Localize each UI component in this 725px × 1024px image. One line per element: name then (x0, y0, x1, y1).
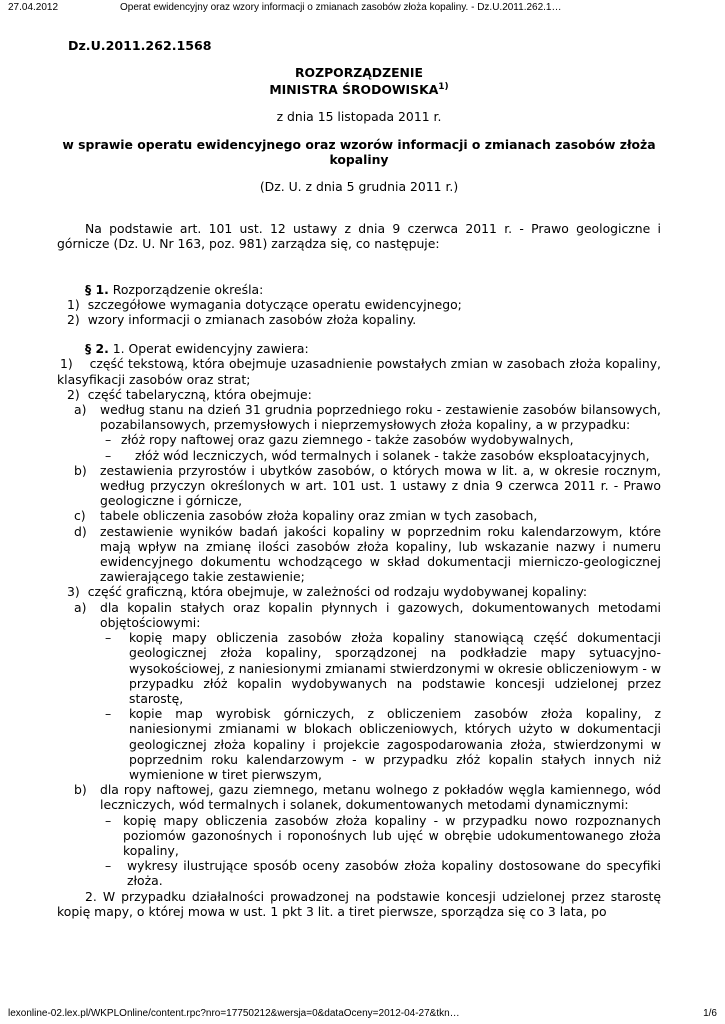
letter-text: zestawienie wyników badań jakości kopaliny w poprzednim roku kalendarzowym, które mają wpływ na zmianę ilości zasobów złoża kopaliny, lub wskazanie nazwy i numeru ewidencyjnego dokumentu wchodzącego w skład dokumentacji mierniczo-geologicznej zawierającego takie zestawienie; (100, 523, 661, 585)
item-text: wzory informacji o zmianach zasobów złoża kopaliny. (87, 312, 417, 328)
dash-item (57, 858, 661, 888)
letter-marker: d) (74, 523, 87, 539)
point-2 (57, 387, 661, 402)
dash-item (57, 432, 661, 447)
dash-text: złóż ropy naftowej oraz gazu ziemnego - także zasobów wydobywalnych, (121, 432, 574, 448)
point-marker: 2) (67, 386, 80, 402)
point-text: część tekstową, która obejmuje uzasadnienie powstałych zmian w zasobach złoża kopaliny, klasyfikacji zasobów oraz strat; (57, 356, 661, 387)
letter-a (57, 600, 661, 630)
document-body (57, 38, 661, 919)
letter-text: dla ropy naftowej, gazu ziemnego, metanu wolnego z pokładów węgla kamiennego, wód leczniczych, wód termalnych i solanek, dokumentowanych metodami dynamicznymi: (100, 782, 661, 813)
document-id: Dz.U.2011.262.1568 (68, 38, 212, 53)
dash-marker: – (105, 858, 112, 874)
point-text: część graficzną, która obejmuje, w zależności od rodzaju wydobywanej kopaliny: (87, 584, 588, 600)
dash-text: wykresy ilustrujące sposób oceny zasobów złoża kopaliny dostosowane do specyfiki złoża. (127, 858, 661, 889)
dash-item (57, 448, 661, 463)
dash-text: kopie map wyrobisk górniczych, z obliczeniem zasobów złoża kopaliny, z naniesionymi zmianami w blokach obliczeniowych, których użyto w dokumentacji geologicznej złoża kopaliny i projekcie zagospodarowania złoża, stwierdzonymi w poprzednim roku kalendarzowym - w przypadku złóż kopalin stałych innych niż wymienione w tiret pierwszym, (129, 706, 661, 782)
dash-text: złóż wód leczniczych, wód termalnych i solanek - także zasobów eksploatacyjnych, (135, 447, 650, 463)
letter-marker: a) (74, 599, 87, 615)
print-date: 27.04.2012 (8, 2, 59, 13)
item-marker: 1) (67, 296, 80, 312)
print-url: lexonline-02.lex.pl/WKPLOnline/content.rpc?nro=17750212&wersja=0&dataOceny=2012-04-27&tkn… (8, 1008, 460, 1019)
section-2-text: 1. Operat ewidencyjny zawiera: (112, 341, 309, 357)
letter-text: zestawienia przyrostów i ubytków zasobów, o których mowa w lit. a, w okresie rocznym, według przyczyn określonych w art. 101 ust. 1 ustawy z dnia 9 czerwca 2011 r. - Prawo geologiczne i górnicze, (100, 462, 661, 509)
dash-marker: – (105, 706, 112, 722)
dash-item (57, 630, 661, 706)
dash-item (57, 813, 661, 859)
section-1-text: Rozporządzenie określa: (112, 281, 264, 297)
letter-marker: b) (74, 782, 87, 798)
dash-text: kopię mapy obliczenia zasobów złoża kopaliny - w przypadku nowo rozpoznanych poziomów gazonośnych i roponośnych lub ujęć w obrębie udokumentowanego złoża kopaliny, (123, 812, 661, 858)
list-item (57, 312, 661, 327)
point-text: część tabelaryczną, która obejmuje: (87, 386, 312, 402)
dash-marker: – (105, 630, 112, 646)
letter-marker: b) (74, 462, 87, 478)
letter-d (57, 524, 661, 585)
point-marker: 1) (60, 356, 73, 372)
browser-print-header (8, 2, 717, 16)
footnote-mark[interactable]: 1) (438, 82, 449, 93)
act-authority (57, 82, 661, 97)
item-text: szczegółowe wymagania dotyczące operatu ewidencyjnego; (87, 296, 462, 312)
dash-marker: – (105, 812, 112, 828)
act-type: ROZPORZĄDZENIE (295, 65, 423, 80)
item-marker: 2) (67, 312, 80, 328)
dash-marker: – (105, 447, 112, 463)
section-2-label: § 2. (85, 341, 109, 357)
dash-text: kopię mapy obliczenia zasobów złoża kopaliny stanowiącą część dokumentacji geologicznej złoża kopaliny, sporządzonej na podkładzie mapy sytuacyjno-wysokościowej, z naniesionymi zmianami stwierdzonymi w okresie obliczeniowym - w przypadku złóż kopalin wydobywanych na podstawie koncesji udzielonej przez starostę, (129, 630, 661, 706)
act-publication: (Dz. U. z dnia 5 grudnia 2011 r.) (259, 179, 459, 195)
point-1 (57, 356, 661, 386)
letter-text: dla kopalin stałych oraz kopalin płynnych i gazowych, dokumentowanych metodami objętościowymi: (100, 599, 661, 630)
paragraph-2: 2. W przypadku działalności prowadzonej na podstawie koncesji udzielonej przez starostę kopię mapy, o której mowa w ust. 1 pkt 3 lit. a tiret pierwsze, sporządza się co 3 lata, po (57, 888, 661, 919)
print-page-title: Operat ewidencyjny oraz wzory informacji o zmianach zasobów złoża kopaliny. - Dz.U.2011.262.1… (120, 2, 562, 13)
section-2-heading (57, 341, 661, 356)
letter-marker: a) (74, 402, 87, 418)
letter-marker: c) (74, 508, 86, 524)
authority-name: MINISTRA ŚRODOWISKA (269, 82, 439, 98)
letter-a (57, 402, 661, 432)
list-item (57, 297, 661, 312)
letter-text: tabele obliczenia zasobów złoża kopaliny oraz zmian w tych zasobach, (100, 508, 538, 524)
dash-marker: – (105, 432, 112, 448)
letter-b (57, 782, 661, 812)
preamble: Na podstawie art. 101 ust. 12 ustawy z dnia 9 czerwca 2011 r. - Prawo geologiczne i górnicze (Dz. U. Nr 163, poz. 981) zarządza się, co następuje: (57, 221, 661, 252)
dash-item (57, 706, 661, 782)
point-marker: 3) (67, 584, 80, 600)
act-date: z dnia 15 listopada 2011 r. (276, 109, 442, 125)
print-page-number: 1/6 (703, 1008, 717, 1019)
section-1-heading (57, 282, 661, 297)
browser-print-footer (8, 1008, 717, 1022)
act-subject: w sprawie operatu ewidencyjnego oraz wzorów informacji o zmianach zasobów złoża kopaliny (62, 136, 656, 167)
section-1-label: § 1. (85, 281, 109, 297)
letter-b (57, 463, 661, 509)
letter-c (57, 508, 661, 523)
point-3 (57, 584, 661, 599)
letter-text: według stanu na dzień 31 grudnia poprzedniego roku - zestawienie zasobów bilansowych, pozabilansowych, przemysłowych i nieprzemysłowych złoża kopaliny, a w przypadku: (100, 402, 661, 433)
